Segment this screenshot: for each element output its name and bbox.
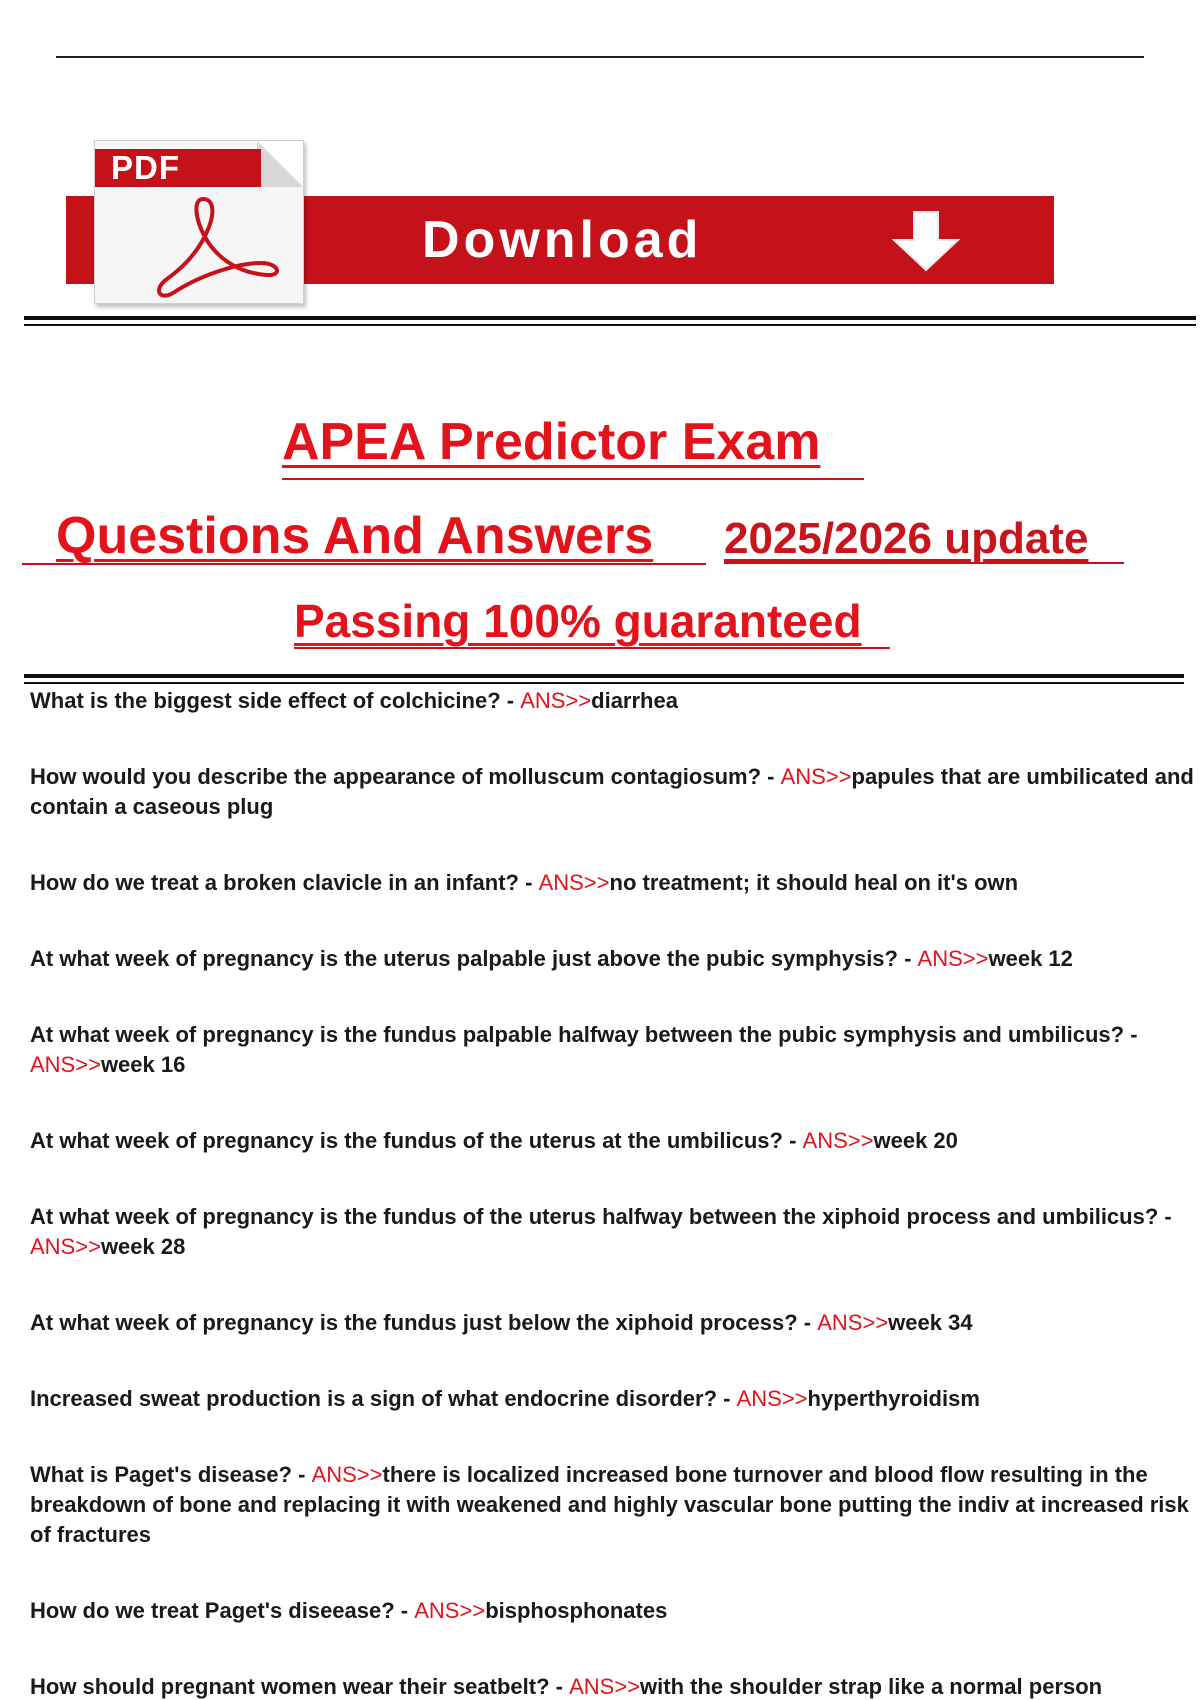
question-text: At what week of pregnancy is the uterus palpable just above the pubic symphysis?: [30, 946, 898, 971]
answer-marker: ANS>>: [30, 1234, 101, 1259]
question-text: How would you describe the appearance of molluscum contagiosum?: [30, 764, 762, 789]
question-text: Increased sweat production is a sign of what endocrine disorder?: [30, 1386, 718, 1411]
question-text: What is Paget's disease?: [30, 1462, 292, 1487]
answer-text: bisphosphonates: [485, 1598, 668, 1623]
answer-text: week 12: [988, 946, 1073, 971]
answer-text: week 20: [873, 1128, 958, 1153]
qa-item: [30, 1596, 1196, 1626]
answer-text: papules that are umbilicated and contain a caseous plug: [30, 764, 1194, 819]
question-separator: -: [549, 1674, 570, 1699]
question-text: How do we treat a broken clavicle in an infant?: [30, 870, 519, 895]
page-fold: [257, 141, 303, 187]
title-divider: [24, 674, 1184, 682]
answer-marker: ANS>>: [802, 1128, 874, 1153]
pdf-file-icon: [94, 140, 304, 304]
question-separator: -: [1158, 1204, 1172, 1229]
question-separator: -: [519, 870, 539, 895]
title-line-2: Questions And Answers: [56, 507, 654, 565]
question-text: How do we treat Paget's diseease?: [30, 1598, 395, 1623]
qa-item: [30, 1308, 1196, 1338]
download-label[interactable]: Download: [422, 211, 703, 269]
question-separator: -: [500, 688, 521, 713]
answer-marker: ANS>>: [780, 764, 852, 789]
answer-marker: ANS>>: [917, 946, 989, 971]
question-text: At what week of pregnancy is the fundus palpable halfway between the pubic symphysis and umbilicus?: [30, 1022, 1125, 1047]
qa-item: [30, 1672, 1196, 1700]
pdf-download-banner[interactable]: [66, 136, 1056, 304]
question-separator: -: [1124, 1022, 1138, 1047]
top-rule: [56, 56, 1144, 58]
answer-text: hyperthyroidism: [807, 1386, 980, 1411]
qa-item: [30, 1020, 1196, 1080]
question-text: What is the biggest side effect of colchicine?: [30, 688, 501, 713]
banner-divider: [24, 316, 1196, 324]
qa-item: [30, 762, 1196, 822]
qa-item: [30, 944, 1196, 974]
question-separator: -: [717, 1386, 737, 1411]
down-arrow-icon[interactable]: [892, 210, 962, 272]
title-line-3: Passing 100% guaranteed: [294, 595, 862, 647]
qa-item: [30, 686, 1196, 716]
title-line-2-underline: [22, 563, 706, 565]
question-text: How should pregnant women wear their seatbelt?: [30, 1674, 550, 1699]
question-text: At what week of pregnancy is the fundus just below the xiphoid process?: [30, 1310, 798, 1335]
question-separator: -: [782, 1128, 803, 1153]
answer-text: there is localized increased bone turnover and blood flow resulting in the breakdown of bone and replacing it with weakened and highly vascular bone putting the indiv at increased risk of fractures: [30, 1462, 1189, 1547]
answer-marker: ANS>>: [538, 870, 610, 895]
title-line-3-underline: [294, 647, 890, 649]
answer-marker: ANS>>: [414, 1598, 486, 1623]
question-separator: -: [897, 946, 918, 971]
qa-item: [30, 1384, 1196, 1414]
question-text: At what week of pregnancy is the fundus of the uterus at the umbilicus?: [30, 1128, 783, 1153]
qa-item: [30, 1460, 1196, 1550]
pdf-tag: PDF: [95, 149, 261, 187]
qa-item: [30, 1202, 1196, 1262]
question-separator: -: [761, 764, 781, 789]
qa-item: [30, 868, 1196, 898]
title-year-underline: [724, 562, 1124, 564]
question-separator: -: [394, 1598, 415, 1623]
answer-text: no treatment; it should heal on it's own: [609, 870, 1019, 895]
answer-marker: ANS>>: [569, 1674, 641, 1699]
title-line-1: APEA Predictor Exam: [282, 413, 821, 471]
answer-marker: ANS>>: [311, 1462, 383, 1487]
answer-text: week 28: [100, 1234, 186, 1259]
question-text: At what week of pregnancy is the fundus of the uterus halfway between the xiphoid process and umbilicus?: [30, 1204, 1159, 1229]
question-separator: -: [797, 1310, 818, 1335]
answer-text: week 16: [100, 1052, 186, 1077]
answer-marker: ANS>>: [817, 1310, 889, 1335]
acrobat-logo-icon: [143, 193, 293, 299]
answer-marker: ANS>>: [30, 1052, 101, 1077]
answer-text: diarrhea: [591, 688, 678, 713]
answer-text: week 34: [888, 1310, 973, 1335]
question-separator: -: [292, 1462, 312, 1487]
answer-marker: ANS>>: [520, 688, 592, 713]
answer-marker: ANS>>: [736, 1386, 808, 1411]
title-line-1-underline: [282, 478, 864, 480]
qa-item: [30, 1126, 1196, 1156]
title-year: 2025/2026 update: [724, 514, 1089, 563]
answer-text: with the shoulder strap like a normal person: [640, 1674, 1103, 1699]
